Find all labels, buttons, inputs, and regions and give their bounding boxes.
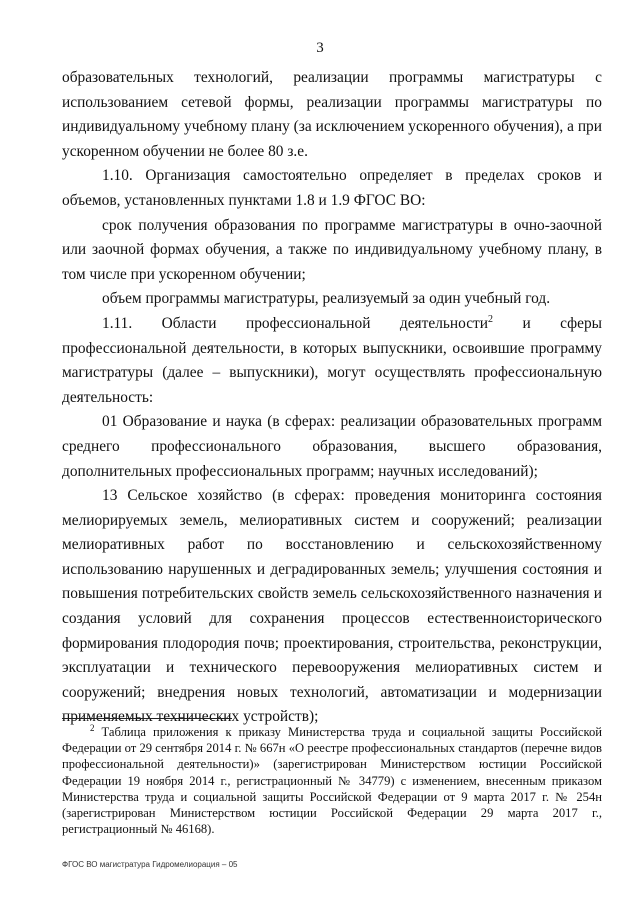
footnote-text: Таблица приложения к приказу Министерства труда и социальной защиты Российской Федерации от 29 сентября 2014 г. № 667н «О реестре профессиональных стандартов (перечне видов профессиональной деятельности)» (зарегистрирован Министерством юстиции Российской Федерации 19 ноября 2014 г., регистрационный № 34779) с изменением, внесенным приказом Министерства труда и социальной защиты Российской Федерации от 9 марта 2017 г. № 254н (зарегистрирован Министерством юстиции Российской Федерации 29 марта 2017 г., регистрационный № 46168). xyxy=(62,725,602,837)
document-footer: ФГОС ВО магистратура Гидромелиорация – 05 xyxy=(62,860,238,869)
footnote-reference: 2 xyxy=(488,313,494,325)
footnote xyxy=(62,724,602,837)
paragraph-1-11-text-before: 1.11. Области профессиональной деятельности xyxy=(102,314,489,332)
paragraph-1-11-text-after: и сферы профессиональной деятельности, в которых выпускники, освоившие программу магистратуры (далее – выпускники), могут осуществлять профессиональную деятельность: xyxy=(62,314,603,406)
paragraph-continuation: образовательных технологий, реализации программы магистратуры с использованием сетевой формы, реализации программы магистратуры по индивидуальному учебному плану (за исключением ускоренного обучения), а при ускоренном обучении не более 80 з.е. xyxy=(62,69,602,160)
footnote-divider xyxy=(62,718,232,719)
footnote-number: 2 xyxy=(90,722,95,733)
paragraph-1-10: 1.10. Организация самостоятельно определяет в пределах сроков и объемов, установленных пунктами 1.8 и 1.9 ФГОС ВО: xyxy=(62,167,602,209)
paragraph-program-volume: объем программы магистратуры, реализуемый за один учебный год. xyxy=(102,290,551,308)
paragraph-education-science: 01 Образование и наука (в сферах: реализации образовательных программ среднего профессионального образования, высшего образования, дополнительных профессиональных программ; научных исследований); xyxy=(62,413,602,480)
paragraph-agriculture: 13 Сельское хозяйство (в сферах: проведения мониторинга состояния мелиорируемых земель, мелиоративных систем и сооружений; реализации мелиоративных работ по восстановлению и сельскохозяйственному использованию нарушенных и деградированных земель; улучшения состояния и повышения потребительских свойств земель сельскохозяйственного назначения и создания условий для сохранения процессов естественноисторического формирования плодородия почв; проектирования, строительства, реконструкции, эксплуатации и технического перевооружения мелиоративных систем и сооружений; внедрения новых технологий, автоматизации и модернизации применяемых технических устройств); xyxy=(62,487,602,726)
document-body xyxy=(62,66,602,730)
page-number: 3 xyxy=(316,40,324,56)
paragraph-study-period: срок получения образования по программе магистратуры в очно-заочной или заочной формах обучения, а также по индивидуальному учебному плану, в том числе при ускоренном обучении; xyxy=(62,216,602,283)
paragraph-1-11 xyxy=(62,312,602,410)
